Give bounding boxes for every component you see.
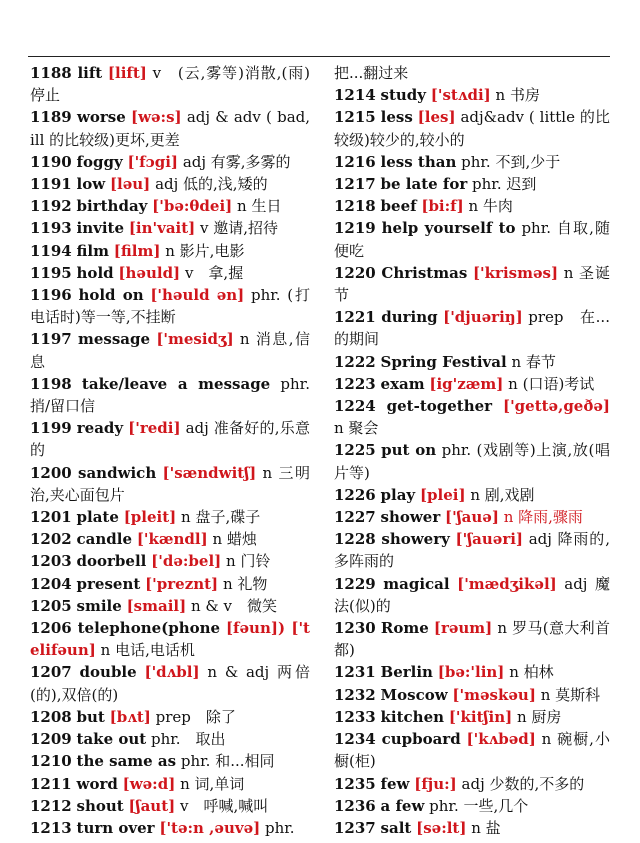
entry-number: 1224: [334, 397, 376, 416]
entry-definition: v 邀请,招待: [200, 219, 279, 238]
vocab-entry: [30, 773, 310, 795]
entry-definition: prep 在...的期间: [334, 308, 610, 349]
vocab-entry: [334, 351, 610, 373]
entry-word: smile: [76, 596, 122, 615]
entry-word: lift: [77, 64, 103, 82]
entry-word: get-together: [386, 397, 493, 416]
entry-word: be late for: [380, 175, 468, 194]
entry-number: 1199: [30, 419, 72, 438]
vocab-entry: [334, 573, 610, 617]
entry-pronunciation: [bi:f]: [421, 197, 464, 216]
entry-word: hold: [76, 263, 114, 282]
entry-pronunciation: ['fɔgi]: [127, 152, 179, 171]
entry-word: sandwich: [78, 463, 157, 482]
entry-word: showery: [381, 530, 450, 549]
entry-definition: n 三明治,夹心面包片: [30, 463, 310, 504]
entry-pronunciation: [bʌt]: [109, 707, 151, 726]
entry-pronunciation: ['djuəriŋ]: [443, 308, 523, 327]
entry-word: Berlin: [380, 663, 433, 682]
vocab-entry: [30, 795, 310, 817]
entry-number: 1233: [334, 707, 376, 726]
entry-number: 1221: [334, 308, 376, 327]
entry-word: help yourself to: [381, 219, 516, 238]
entry-pronunciation: [ʃaut]: [128, 796, 176, 815]
entry-definition: n (口语)考试: [508, 374, 595, 393]
vocab-entry: [30, 284, 310, 328]
entry-definition: n 影片,电影: [165, 241, 245, 260]
entry-number: 1218: [334, 197, 376, 216]
entry-word: cupboard: [381, 730, 461, 749]
vocab-entry: [334, 84, 610, 106]
entry-pronunciation: ['həuld ən]: [150, 286, 245, 305]
entry-definition: adj&adv ( little 的比较级)较少的,较小的: [334, 108, 610, 149]
vocab-entry: [30, 750, 310, 772]
entry-number: 1192: [30, 197, 72, 216]
vocab-entry: [30, 462, 310, 506]
entry-definition: n 春节: [511, 352, 556, 371]
entry-word: take out: [76, 730, 147, 749]
vocab-entry: [334, 373, 610, 395]
entry-number: 1196: [30, 286, 72, 305]
vocab-entry: [334, 684, 610, 706]
entry-number: 1216: [334, 152, 376, 171]
entry-number: 1207: [30, 663, 72, 682]
entry-definition: phr. 自取,随便吃: [334, 219, 610, 260]
entry-number: 1234: [334, 730, 376, 749]
entry-number: 1202: [30, 530, 72, 549]
vocab-entry: [334, 439, 610, 483]
entry-number: 1188: [30, 64, 72, 82]
vocab-entry: [30, 328, 310, 372]
entry-definition: phr. 取出: [150, 730, 226, 749]
entry-number: 1228: [334, 530, 376, 549]
entry-number: 1230: [334, 619, 376, 638]
entry-pronunciation: ['gettə,geðə]: [502, 397, 610, 416]
entry-definition: adj 有雾,多雾的: [182, 152, 291, 171]
entry-definition: phr. 和...相同: [180, 752, 275, 771]
entry-word: turn over: [76, 818, 155, 837]
vocab-entry: [334, 817, 610, 839]
vocab-entry: [30, 728, 310, 750]
entry-definition: n 蜡烛: [212, 530, 257, 549]
entry-definition: n 牛肉: [468, 197, 513, 216]
vocab-entry: [30, 373, 310, 417]
vocab-entry: [30, 706, 310, 728]
entry-word: take/leave a message: [81, 374, 271, 393]
entry-number: 1226: [334, 485, 376, 504]
vocab-entry: [30, 417, 310, 461]
vocab-entry: [334, 262, 610, 306]
entry-pronunciation: [ig'zæm]: [429, 374, 504, 393]
entry-definition: phr. 不到,少于: [461, 152, 561, 171]
entry-number: 1225: [334, 441, 376, 460]
entry-definition: v 拿,握: [184, 263, 244, 282]
entry-pronunciation: [rəum]: [433, 619, 493, 638]
entry-number: 1210: [30, 752, 72, 771]
entry-number: 1194: [30, 241, 72, 260]
entry-pronunciation: ['mædʒikəl]: [457, 574, 557, 593]
entry-word: low: [76, 175, 106, 194]
vocab-entry: [30, 617, 310, 661]
entry-word: play: [380, 485, 416, 504]
entry-word: film: [76, 241, 110, 260]
entry-word: Spring Festival: [380, 352, 507, 371]
entry-word: hold on: [78, 286, 144, 305]
entry-number: 1229: [334, 574, 376, 593]
entry-pronunciation: ['redi]: [128, 419, 181, 438]
entry-pronunciation: [ləu]: [109, 175, 151, 194]
entry-definition: adj 低的,浅,矮的: [155, 175, 268, 194]
vocab-entry: [30, 240, 310, 262]
vocab-entry: [30, 262, 310, 284]
entry-word: candle: [76, 530, 133, 549]
entry-definition: phr. 迟到: [472, 175, 537, 194]
vocab-entry: [334, 706, 610, 728]
entry-number: 1209: [30, 730, 72, 749]
vocab-entry: [334, 795, 610, 817]
entry-word: ready: [76, 419, 124, 438]
entry-pronunciation: ['kændl]: [136, 530, 208, 549]
entry-pronunciation: ['krisməs]: [472, 263, 559, 282]
vocab-entry: [334, 617, 610, 661]
vocab-entry: [334, 528, 610, 572]
entry-pronunciation: [wə:s]: [131, 108, 182, 127]
entry-definition: n 碗橱,小橱(柜): [334, 730, 610, 771]
entry-pronunciation: [fju:]: [414, 774, 457, 793]
vocab-entry: [30, 195, 310, 217]
entry-pronunciation: ['kitʃin]: [448, 707, 513, 726]
entry-definition: n 厨房: [517, 707, 562, 726]
entry-number: 1211: [30, 774, 72, 793]
entry-pronunciation: ['də:bel]: [151, 552, 222, 571]
entry-number: 1205: [30, 596, 72, 615]
vocab-entry: [30, 106, 310, 150]
entry-pronunciation: ['məskəu]: [452, 685, 536, 704]
vocab-entry: [334, 62, 610, 84]
entry-definition: 把...翻过来: [334, 64, 409, 82]
entry-word: doorbell: [76, 552, 147, 571]
entry-pronunciation: ['preznt]: [145, 574, 219, 593]
entry-definition: n 词,单词: [180, 774, 245, 793]
entry-definition: adj 魔法(似)的: [334, 574, 610, 615]
entry-number: 1200: [30, 463, 72, 482]
entry-word: put on: [381, 441, 437, 460]
entry-pronunciation: [plei]: [419, 485, 466, 504]
entry-definition: n 书房: [495, 86, 540, 105]
entry-pronunciation: ['tə:n ,əuvə]: [159, 818, 261, 837]
entry-word: message: [78, 330, 151, 349]
entry-word: Christmas: [381, 263, 468, 282]
entry-number: 1204: [30, 574, 72, 593]
entry-definition: n 盘子,碟子: [181, 508, 261, 527]
entry-definition: n 盐: [471, 818, 501, 837]
entry-word: less: [380, 108, 413, 127]
right-column: [334, 62, 610, 839]
entry-pronunciation: [lift]: [107, 64, 147, 82]
entry-definition: n 生日: [237, 197, 282, 216]
vocab-entry: [30, 151, 310, 173]
entry-pronunciation: [həuld]: [118, 263, 181, 282]
vocab-entry: [334, 151, 610, 173]
entry-word: exam: [380, 374, 425, 393]
entry-pronunciation: [in'vait]: [128, 219, 196, 238]
entry-number: 1222: [334, 352, 376, 371]
entry-definition: phr.: [265, 818, 295, 837]
entry-number: 1193: [30, 219, 72, 238]
entry-number: 1213: [30, 818, 72, 837]
entry-definition: n 消息,信息: [30, 330, 310, 371]
vocab-entry: [334, 506, 610, 528]
vocab-entry: [30, 506, 310, 528]
vocab-entry: [30, 217, 310, 239]
entry-pronunciation: [wə:d]: [122, 774, 176, 793]
entry-definition: n 门铃: [226, 552, 271, 571]
entry-definition: phr. (戏剧等)上演,放(唱片等): [334, 441, 610, 482]
entry-definition: n 柏林: [509, 663, 554, 682]
entry-number: 1231: [334, 663, 376, 682]
entry-pronunciation: ['kʌbəd]: [466, 730, 536, 749]
entry-pronunciation: [les]: [417, 108, 456, 127]
left-column: [30, 62, 310, 839]
entry-definition: v 呼喊,喊叫: [180, 796, 269, 815]
entry-pronunciation: [film]: [113, 241, 161, 260]
entry-word: foggy: [76, 152, 123, 171]
entry-number: 1214: [334, 86, 376, 105]
entry-definition: phr. 一些,几个: [429, 796, 529, 815]
entry-number: 1189: [30, 108, 72, 127]
entry-number: 1237: [334, 818, 376, 837]
entry-number: 1227: [334, 508, 376, 527]
entry-word: less than: [380, 152, 457, 171]
entry-number: 1215: [334, 108, 376, 127]
vocab-entry: [334, 217, 610, 261]
vocab-entry: [30, 173, 310, 195]
entry-word: worse: [76, 108, 126, 127]
vocab-entry: [30, 550, 310, 572]
vocab-entry: [30, 595, 310, 617]
vocab-entry: [334, 306, 610, 350]
entry-word: beef: [380, 197, 417, 216]
entry-number: 1219: [334, 219, 376, 238]
entry-number: 1201: [30, 508, 72, 527]
entry-number: 1191: [30, 175, 72, 194]
entry-word: invite: [76, 219, 125, 238]
entry-pronunciation: ['ʃauə]: [445, 508, 499, 527]
entry-word: shout: [76, 796, 124, 815]
entry-word: word: [76, 774, 118, 793]
entry-definition: n & v 微笑: [191, 596, 278, 615]
vocab-entry: [30, 661, 310, 705]
vocab-entry: [334, 661, 610, 683]
entry-number: 1236: [334, 796, 376, 815]
entry-definition: n 降雨,骤雨: [503, 508, 583, 527]
entry-word: shower: [380, 508, 441, 527]
entry-definition: adj 降雨的,多阵雨的: [334, 530, 610, 571]
entry-pronunciation: ['ʃauəri]: [455, 530, 524, 549]
top-rule: [28, 56, 610, 57]
entry-number: 1223: [334, 374, 376, 393]
entry-pronunciation: ['mesidʒ]: [156, 330, 234, 349]
entry-number: 1195: [30, 263, 72, 282]
entry-word: double: [79, 663, 137, 682]
entry-pronunciation: ['sændwitʃ]: [162, 463, 257, 482]
vocab-entry: [334, 106, 610, 150]
vocab-entry: [30, 817, 310, 839]
entry-pronunciation: [bə:'lin]: [437, 663, 505, 682]
entry-definition: v (云,雾等)消散,(雨)停止: [30, 64, 310, 105]
entry-word: during: [381, 308, 438, 327]
entry-pronunciation: ['stʌdi]: [430, 86, 491, 105]
entry-number: 1232: [334, 685, 376, 704]
entry-pronunciation: [sə:lt]: [416, 818, 467, 837]
entry-number: 1206: [30, 619, 72, 638]
vocab-entry: [334, 728, 610, 772]
entry-definition: n 剧,戏剧: [470, 485, 535, 504]
entry-word: few: [380, 774, 410, 793]
entry-definition: n 礼物: [222, 574, 268, 593]
entry-number: 1217: [334, 175, 376, 194]
entry-number: 1197: [30, 330, 72, 349]
entry-word: kitchen: [380, 707, 445, 726]
entry-word: Moscow: [380, 685, 448, 704]
entry-word: the same as: [76, 752, 177, 771]
entry-word: salt: [380, 818, 412, 837]
entry-definition: phr. (打电话时)等一等,不挂断: [30, 286, 310, 327]
entry-word: but: [76, 707, 105, 726]
entry-pronunciation: [pleit]: [123, 508, 177, 527]
entry-number: 1235: [334, 774, 376, 793]
vocab-entry: [30, 62, 310, 106]
entry-pronunciation: [smail]: [126, 596, 187, 615]
entry-definition: adj & adv ( bad,ill 的比较级)更坏,更差: [30, 108, 311, 149]
entry-word: plate: [76, 508, 119, 527]
vocab-entry: [334, 484, 610, 506]
entry-definition: adj 准备好的,乐意的: [30, 419, 310, 460]
entry-word: present: [76, 574, 141, 593]
entry-definition: n 电话,电话机: [100, 641, 195, 660]
entry-word: Rome: [380, 619, 429, 638]
entry-word: study: [380, 86, 427, 105]
vocab-entry: [334, 195, 610, 217]
entry-definition: n 聚会: [334, 419, 379, 438]
entry-word: telephone(phone: [77, 619, 221, 638]
entry-definition: n 罗马(意大利首都): [334, 619, 610, 660]
entry-definition: prep 除了: [155, 707, 236, 726]
entry-word: magical: [383, 574, 450, 593]
vocab-entry: [30, 573, 310, 595]
entry-definition: phr. 捎/留口信: [30, 374, 310, 416]
entry-definition: n 莫斯科: [540, 685, 601, 704]
vocab-entry: [334, 173, 610, 195]
entry-definition: n 圣诞节: [334, 263, 610, 305]
entry-number: 1220: [334, 263, 376, 282]
entry-number: 1190: [30, 152, 72, 171]
entry-number: 1212: [30, 796, 72, 815]
entry-pronunciation: ['bə:θdei]: [152, 197, 233, 216]
entry-number: 1203: [30, 552, 72, 571]
vocab-entry: [334, 773, 610, 795]
vocab-entry: [30, 528, 310, 550]
entry-number: 1208: [30, 707, 72, 726]
entry-pronunciation: [fəun]) ['telifəun]: [30, 619, 310, 660]
entry-definition: n & adj 两倍(的),双倍(的): [30, 663, 310, 704]
entry-word: birthday: [76, 197, 148, 216]
vocab-entry: [334, 395, 610, 439]
entry-pronunciation: ['dʌbl]: [144, 663, 200, 682]
entry-number: 1198: [30, 374, 72, 393]
entry-definition: adj 少数的,不多的: [461, 774, 585, 793]
entry-word: a few: [380, 796, 425, 815]
